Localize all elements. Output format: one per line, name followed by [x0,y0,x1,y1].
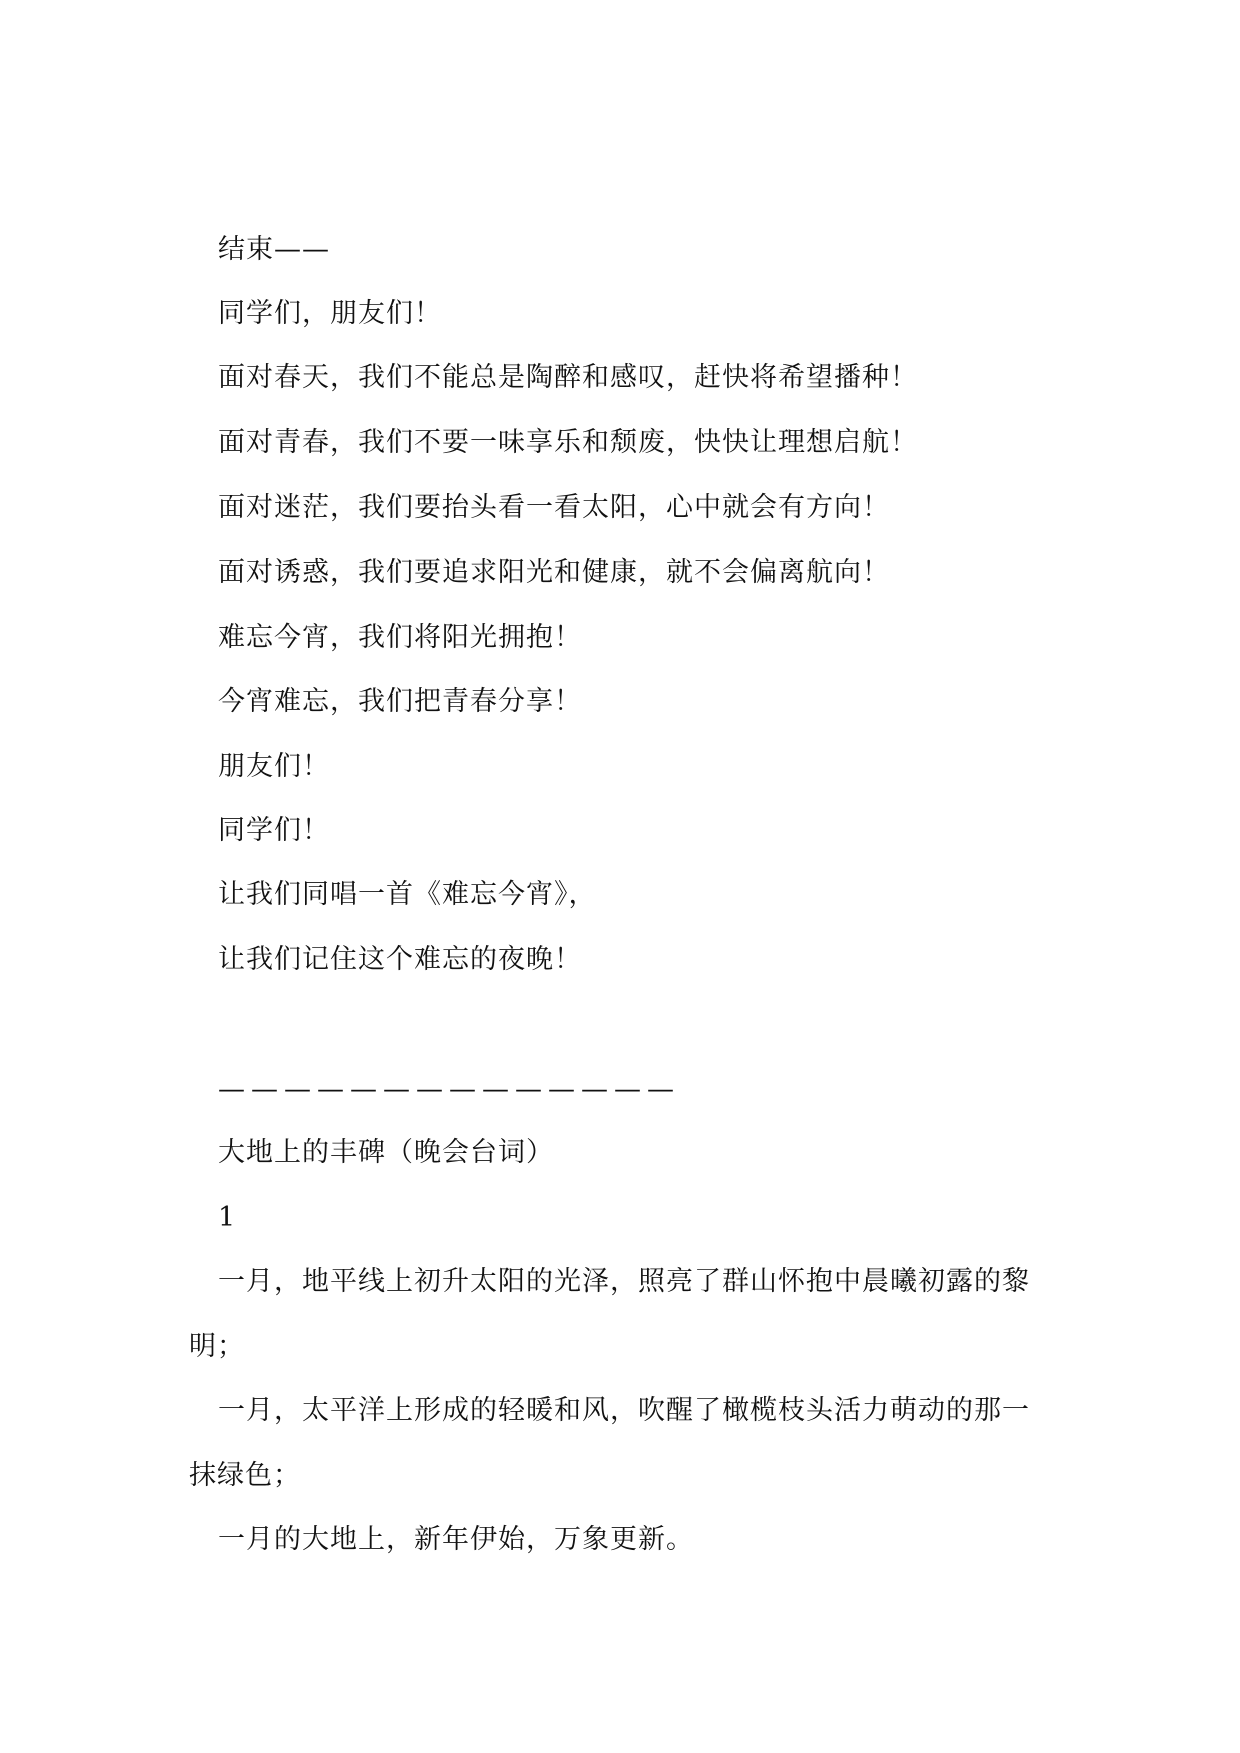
speech-line: 面对青春，我们不要一味享乐和颓废，快快让理想启航！ [218,427,918,458]
speech-line: 难忘今宵，我们将阳光拥抱！ [218,622,582,653]
paragraph-line: 一月，太平洋上形成的轻暖和风，吹醒了橄榄枝头活力萌动的那一 [218,1395,1030,1426]
speech-line: 面对迷茫，我们要抬头看一看太阳，心中就会有方向！ [218,492,890,523]
speech-line: 面对诱惑，我们要追求阳光和健康，就不会偏离航向！ [218,557,890,588]
section-separator: —————————————— [218,1074,680,1105]
speech-line: 让我们同唱一首《难忘今宵》， [218,879,597,910]
speech-line: 让我们记住这个难忘的夜晚！ [218,944,582,975]
paragraph-line: 一月的大地上，新年伊始，万象更新。 [218,1524,694,1555]
section-number: 1 [218,1202,237,1233]
closing-heading: 结束—— [218,234,330,265]
paragraph-continuation: 明； [189,1331,245,1362]
paragraph-line: 一月，地平线上初升太阳的光泽，照亮了群山怀抱中晨曦初露的黎 [218,1266,1030,1297]
speech-line: 同学们，朋友们！ [218,298,442,329]
section-title: 大地上的丰碑（晚会台词） [218,1137,554,1168]
speech-line: 朋友们！ [218,751,330,782]
speech-line: 同学们！ [218,815,330,846]
speech-line: 今宵难忘，我们把青春分享！ [218,686,582,717]
paragraph-continuation: 抹绿色； [189,1460,301,1491]
speech-line: 面对春天，我们不能总是陶醉和感叹，赶快将希望播种！ [218,362,918,393]
